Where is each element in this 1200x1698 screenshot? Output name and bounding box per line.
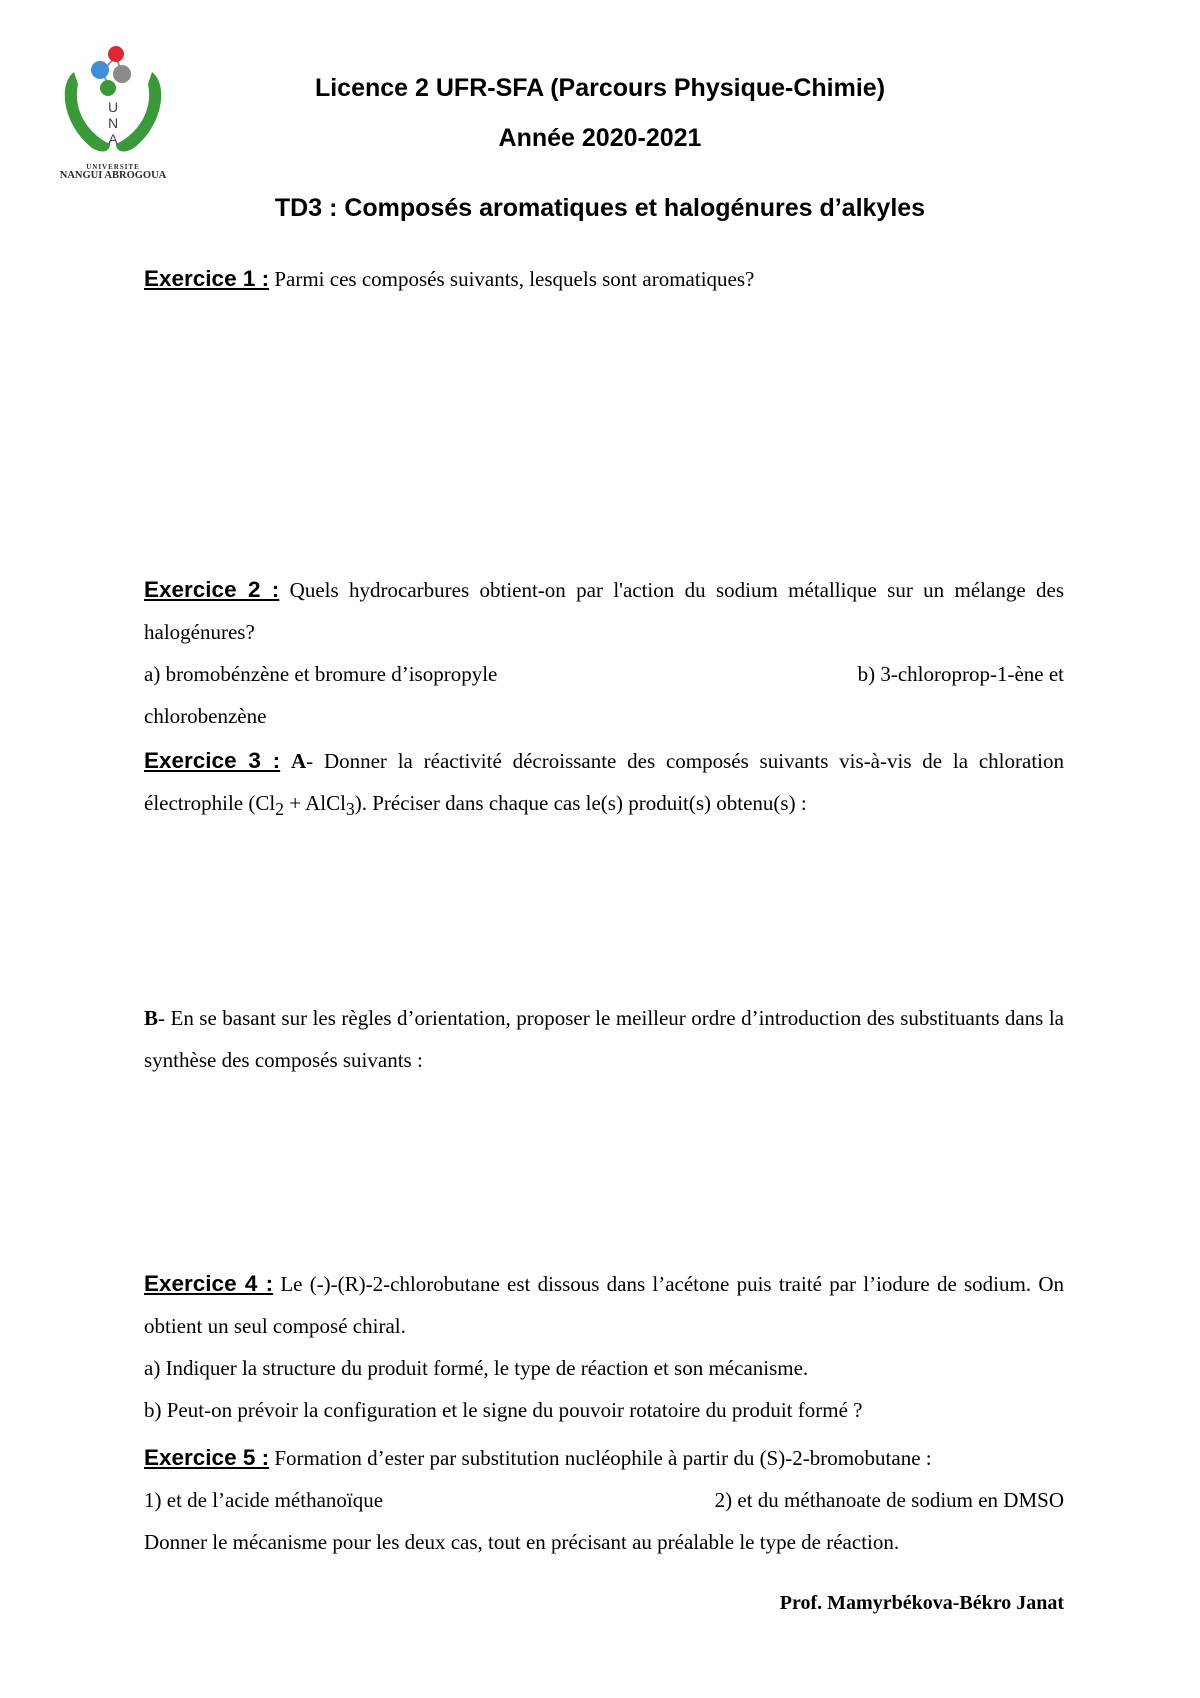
- exercise-1-label: Exercice 1 :: [144, 266, 270, 291]
- logo-name-text: NANGUI ABROGOUA: [59, 170, 167, 181]
- subscript-3: 3: [345, 799, 355, 820]
- exercise-5-item-1: 1) et de l’acide méthanoïque: [144, 1488, 384, 1512]
- exercise-5: [144, 1437, 1064, 1563]
- exercise-4-intro: [144, 1263, 1064, 1347]
- author-signature: Prof. Mamyrbékova-Békro Janat: [779, 1592, 1064, 1614]
- exercise-4-label: Exercice 4 :: [144, 1271, 274, 1296]
- logo-letter-u: U: [107, 99, 119, 115]
- exercise-5-conclusion: Donner le mécanisme pour les deux cas, tout en précisant au préalable le type de réaction.: [144, 1530, 900, 1554]
- course-line: Licence 2 UFR-SFA (Parcours Physique-Chimie): [314, 74, 886, 102]
- exercise-5-intro: [144, 1437, 1064, 1479]
- exercise-4-item-b: b) Peut-on prévoir la configuration et le signe du pouvoir rotatoire du produit formé ?: [144, 1398, 863, 1422]
- exercise-3-a-marker: A: [290, 749, 307, 773]
- exercise-2-intro: [144, 569, 1064, 653]
- exercise-3-b-text: - En se basant sur les règles d’orientation, proposer le meilleur ordre d’introduction des substituants dans la synthèse des composés suivants :: [144, 1006, 1064, 1072]
- subscript-2: 2: [275, 799, 284, 820]
- year-line: Année 2020-2021: [498, 124, 702, 152]
- exercise-5-item-2: 2) et du méthanoate de sodium en DMSO: [714, 1488, 1064, 1512]
- exercise-2-item-b: b) 3-chloroprop-1-ène et: [857, 662, 1064, 686]
- university-logo: [44, 44, 182, 181]
- exercise-3-label: Exercice 3 :: [144, 748, 281, 773]
- exercise-3-b-marker: B: [144, 1006, 159, 1030]
- exercise-5-items: [144, 1479, 1064, 1521]
- exercise-3-a-text-3: ). Préciser dans chaque cas le(s) produit(s) obtenu(s) :: [354, 791, 807, 815]
- logo-small-text: UNIVERSITE: [86, 163, 140, 171]
- exercise-4: [144, 1263, 1064, 1431]
- exercise-1-text: Parmi ces composés suivants, lesquels sont aromatiques?: [269, 267, 755, 291]
- exercise-5-label: Exercice 5 :: [144, 1445, 270, 1470]
- exercise-2-item-a: a) bromobénzène et bromure d’isopropyle: [144, 662, 498, 686]
- exercise-2-label: Exercice 2 :: [144, 577, 280, 602]
- exercise-3-a-text-2: + AlCl: [283, 791, 346, 815]
- exercise-4-item-a: a) Indiquer la structure du produit formé, le type de réaction et son mécanisme.: [144, 1356, 809, 1380]
- exercise-2: [144, 569, 1064, 737]
- exercise-3-part-b: [144, 997, 1064, 1081]
- exercise-2-item-b-cont: chlorobenzène: [144, 704, 267, 728]
- exercise-4-text: Le (-)-(R)-2-chlorobutane est dissous dans l’acétone puis traité par l’iodure de sodium. On obtient un seul composé chiral.: [144, 1272, 1065, 1338]
- exercise-5-text: Formation d’ester par substitution nucléophile à partir du (S)-2-bromobutane :: [269, 1446, 932, 1470]
- logo-letter-a: A: [108, 131, 118, 147]
- page-title: TD3 : Composés aromatiques et halogénures d’alkyles: [274, 194, 926, 222]
- exercise-3-a-text-1: - Donner la réactivité décroissante des composés suivants vis-à-vis de la chloration électrophile (Cl: [144, 749, 1065, 815]
- exercise-1: [144, 258, 1064, 300]
- exercise-2-items: [144, 653, 1064, 695]
- exercise-3-part-a: [144, 740, 1064, 830]
- logo-letter-n: N: [107, 115, 119, 131]
- exercise-2-text: Quels hydrocarbures obtient-on par l'action du sodium métallique sur un mélange des halogénures?: [144, 578, 1065, 644]
